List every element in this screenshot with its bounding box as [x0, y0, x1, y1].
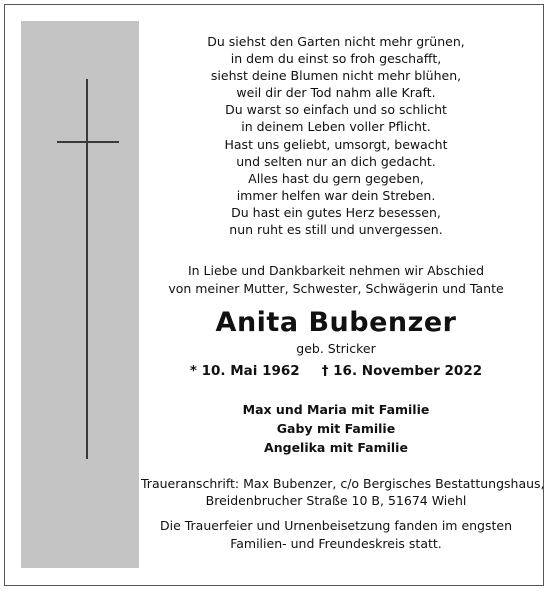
poem-line: Du warst so einfach und so schlicht: [225, 102, 447, 118]
obituary-content: [141, 33, 545, 553]
address-line: Breidenbrucher Straße 10 B, 51674 Wiehl: [205, 493, 467, 509]
cross-icon: [86, 79, 88, 459]
poem-line: nun ruht es still und unvergessen.: [229, 222, 443, 238]
farewell-intro: [141, 262, 531, 298]
family-member: Max und Maria mit Familie: [242, 402, 430, 418]
family-member: Gaby mit Familie: [276, 421, 396, 437]
poem-line: und selten nur an dich gedacht.: [236, 153, 436, 169]
deceased-name: Anita Bubenzer: [215, 307, 457, 339]
life-dates: [141, 362, 531, 380]
poem: [141, 33, 531, 238]
sidebar-panel: [21, 21, 139, 568]
notice-line: Die Trauerfeier und Urnenbeisetzung fanden im engsten: [159, 518, 513, 534]
mourning-address: [141, 475, 545, 509]
death-date: † 16. November 2022: [321, 363, 483, 380]
cross-icon-bar: [57, 141, 119, 143]
poem-line: Hast uns geliebt, umsorgt, bewacht: [224, 136, 448, 152]
poem-line: immer helfen war dein Streben.: [236, 187, 436, 203]
intro-line: In Liebe und Dankbarkeit nehmen wir Abschied: [187, 263, 485, 279]
poem-line: weil dir der Tod nahm alle Kraft.: [236, 85, 436, 101]
intro-line: von meiner Mutter, Schwester, Schwägerin und Tante: [168, 281, 504, 297]
poem-line: in deinem Leben voller Pflicht.: [241, 119, 431, 135]
family-member: Angelika mit Familie: [264, 440, 408, 456]
poem-line: siehst deine Blumen nicht mehr blühen,: [210, 68, 462, 84]
family-list: [141, 400, 531, 457]
maiden-name: geb. Stricker: [296, 341, 376, 357]
notice-line: Familien- und Freundeskreis statt.: [230, 536, 442, 552]
birth-date: * 10. Mai 1962: [189, 363, 300, 380]
poem-line: in dem du einst so froh geschafft,: [230, 51, 442, 67]
poem-line: Alles hast du gern gegeben,: [248, 170, 424, 186]
funeral-notice: [141, 517, 531, 553]
address-line: Traueranschrift: Max Bubenzer, c/o Bergisches Bestattungshaus,: [141, 476, 545, 492]
poem-line: Du siehst den Garten nicht mehr grünen,: [207, 34, 465, 49]
poem-line: Du hast ein gutes Herz besessen,: [231, 204, 441, 220]
